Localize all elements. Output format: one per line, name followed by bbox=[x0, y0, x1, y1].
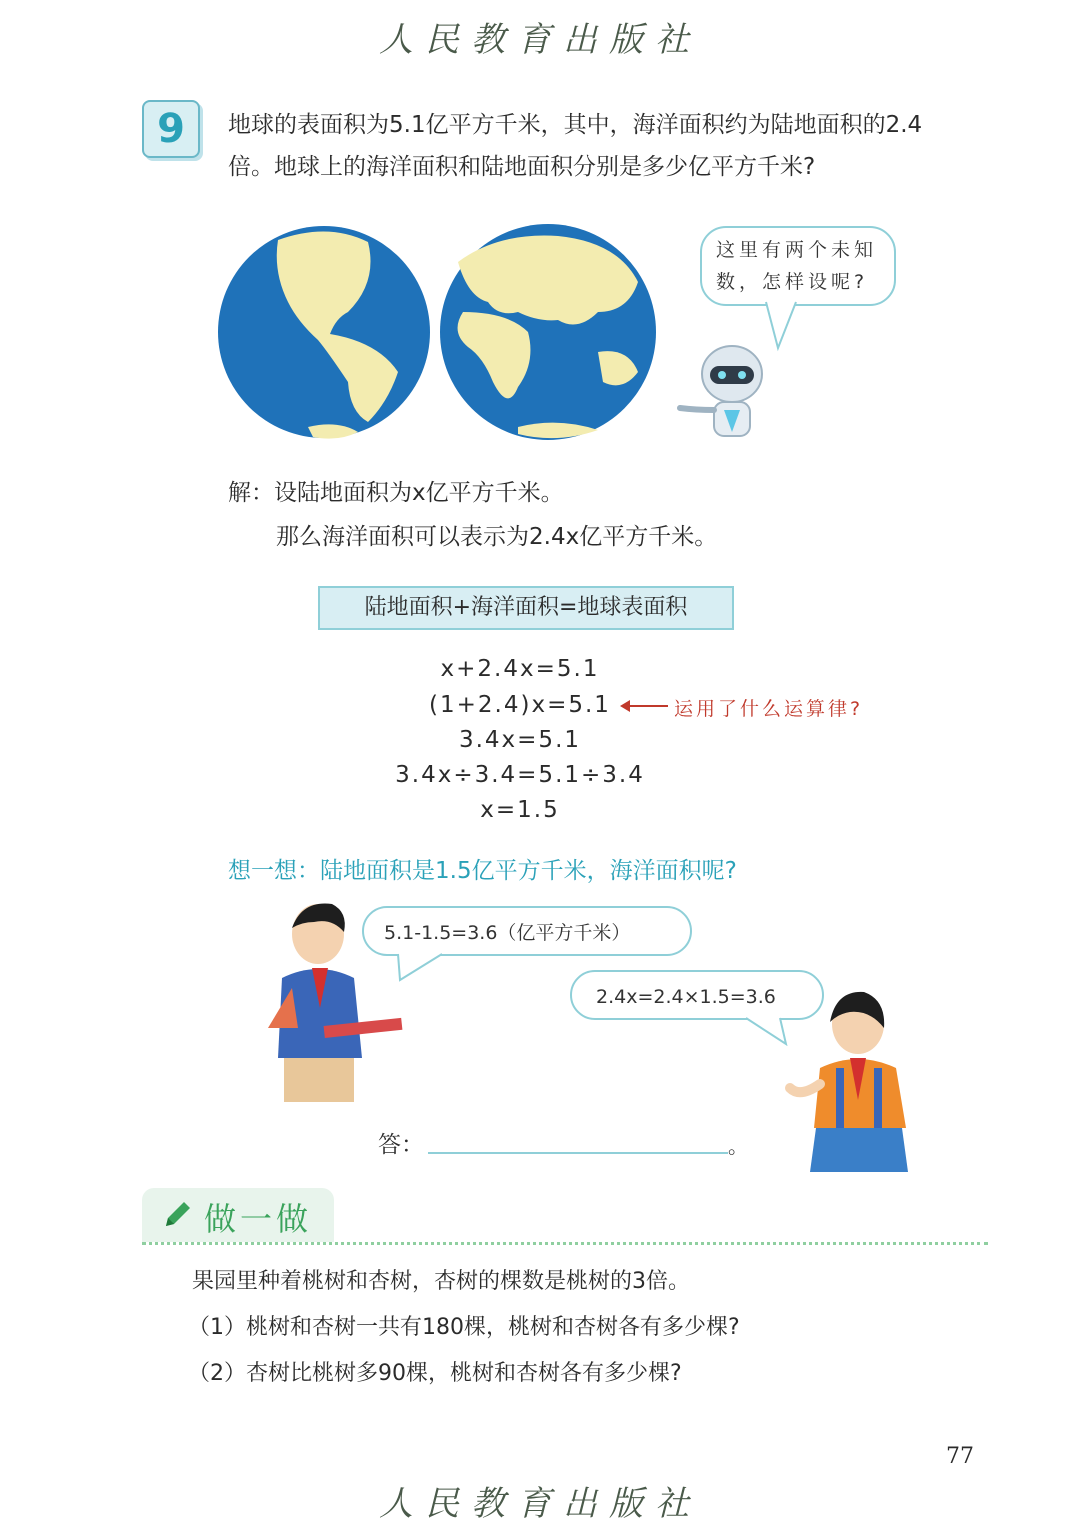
think-prompt: 想一想：陆地面积是1.5亿平方千米，海洋面积呢? bbox=[228, 858, 737, 884]
exercise-title: 做一做 bbox=[204, 1200, 313, 1238]
exercise-question-1: （1）桃树和杏树一共有180棵，桃树和杏树各有多少棵? bbox=[188, 1315, 740, 1340]
equation-step-5: x=1.5 bbox=[480, 797, 560, 823]
robot-bubble-line2: 数，怎样设呢? bbox=[716, 271, 869, 293]
boy-bubble-tail bbox=[396, 952, 446, 982]
relation-box: 陆地面积+海洋面积=地球表面积 bbox=[318, 586, 734, 630]
solution-line2: 那么海洋面积可以表示为2.4x亿平方千米。 bbox=[276, 524, 718, 550]
boy-bubble-text: 5.1-1.5=3.6（亿平方千米） bbox=[384, 922, 631, 944]
example-number-badge: 9 bbox=[142, 100, 200, 158]
exercise-question-2: （2）杏树比桃树多90棵，桃树和杏树各有多少棵? bbox=[188, 1361, 682, 1386]
girl-illustration bbox=[780, 988, 922, 1172]
exercise-divider bbox=[142, 1242, 988, 1245]
boy-speech-bubble bbox=[362, 906, 692, 956]
girl-bubble-text: 2.4x=2.4×1.5=3.6 bbox=[596, 986, 776, 1008]
hint-arrow-icon bbox=[618, 697, 670, 715]
exercise-intro: 果园里种着桃树和杏树，杏树的棵数是桃树的3倍。 bbox=[192, 1269, 690, 1294]
publisher-watermark-bottom: 人民教育出版社 bbox=[379, 1484, 701, 1524]
answer-blank[interactable] bbox=[428, 1152, 728, 1154]
pencil-icon bbox=[160, 1198, 194, 1232]
robot-icon bbox=[676, 340, 776, 440]
equation-step-3: 3.4x=5.1 bbox=[458, 727, 582, 753]
problem-text-line1: 地球的表面积为5.1亿平方千米，其中，海洋面积约为陆地面积的2.4 bbox=[228, 112, 923, 138]
answer-period: 。 bbox=[728, 1134, 748, 1158]
problem-text-line2: 倍。地球上的海洋面积和陆地面积分别是多少亿平方千米? bbox=[228, 154, 816, 180]
robot-speech-bubble bbox=[700, 226, 896, 306]
robot-bubble-line1: 这里有两个未知 bbox=[716, 239, 878, 261]
globes-image bbox=[218, 222, 658, 444]
equation-step-1: x+2.4x=5.1 bbox=[440, 656, 600, 682]
equation-step-2: (1+2.4)x=5.1 bbox=[429, 692, 611, 718]
publisher-watermark-top: 人民教育出版社 bbox=[379, 20, 701, 60]
equation-step-4: 3.4x÷3.4=5.1÷3.4 bbox=[395, 762, 645, 788]
earth-illustration bbox=[218, 222, 658, 448]
page-number: 77 bbox=[946, 1444, 974, 1469]
solution-line1: 解：设陆地面积为x亿平方千米。 bbox=[228, 480, 564, 506]
answer-label: 答： bbox=[378, 1132, 424, 1158]
hint-text: 运用了什么运算律? bbox=[674, 698, 864, 720]
